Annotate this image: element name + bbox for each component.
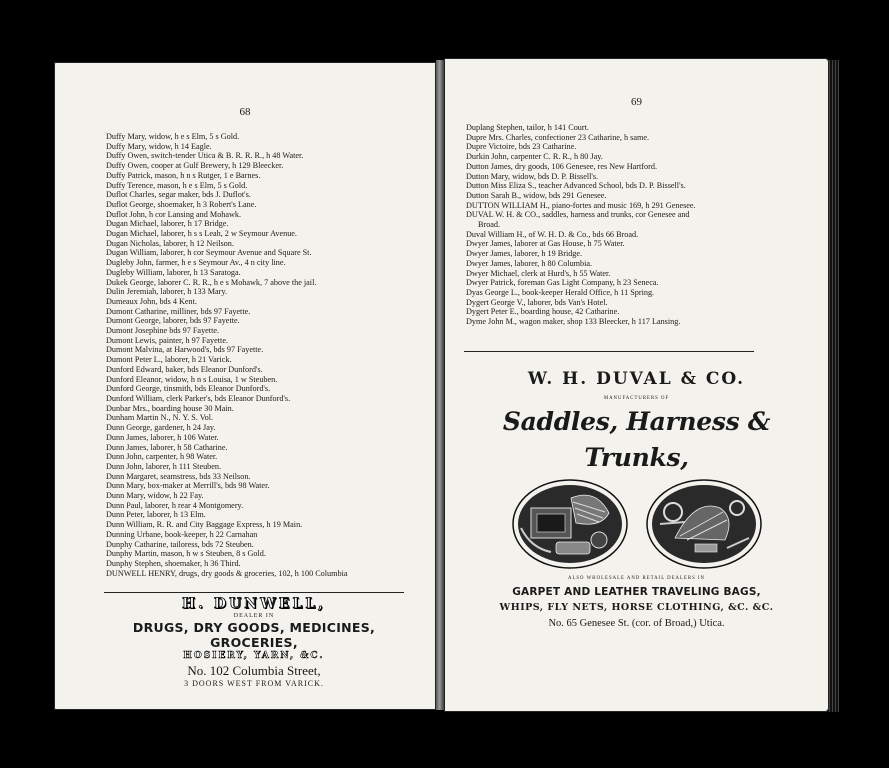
directory-entry: Duffy Owen, cooper at Gulf Brewery, h 129 Bleecker.	[106, 161, 284, 171]
ad-duval-address: No. 65 Genesee St. (cor. of Broad,) Utica.	[548, 618, 725, 629]
directory-entry: Dumont Lewis, painter, h 97 Fayette.	[106, 335, 229, 345]
ad-dunwell-doors: 3 DOORS WEST FROM VARICK.	[184, 679, 324, 688]
ad-duval-manufacturers: MANUFACTURERS OF	[603, 396, 670, 401]
ad-dunwell-dealer: DEALER IN	[233, 613, 275, 619]
directory-entry: Duffy Mary, widow, h 14 Eagle.	[106, 141, 212, 151]
directory-entry: Dunn George, gardener, h 24 Jay.	[106, 423, 216, 433]
ad-duval-bags: GARPET AND LEATHER TRAVELING BAGS,	[512, 586, 761, 598]
directory-entry: Dumont Josephine bds 97 Fayette.	[106, 326, 220, 336]
directory-entry: Duplang Stephen, tailor, h 141 Court.	[466, 123, 589, 132]
directory-entry: Dunford George, tinsmith, bds Eleanor Dunford's.	[106, 384, 271, 394]
page-edges	[829, 60, 839, 712]
ad-duval-also: ALSO WHOLESALE AND RETAIL DEALERS IN	[567, 576, 705, 581]
directory-entry: Dunn Margaret, seamstress, bds 33 Neilson.	[106, 471, 251, 481]
directory-entry: Duffy Mary, widow, h e s Elm, 5 s Gold.	[106, 132, 240, 141]
directory-entry: Dutton Miss Eliza S., teacher Advanced School, bds D. P. Bissell's.	[466, 181, 686, 191]
right-divider	[464, 351, 754, 352]
directory-entry: Dumont Peter L., laborer, h 21 Varick.	[106, 355, 232, 365]
directory-entry: DUTTON WILLIAM H., piano-fortes and music 169, h 291 Genesee.	[466, 200, 696, 210]
ad-dunwell-street: No. 102 Columbia Street,	[187, 663, 321, 678]
page-number-right: 69	[631, 96, 642, 108]
directory-entry: Dugan William, laborer, h cor Seymour Avenue and Square St.	[106, 248, 312, 258]
directory-entry: Dunphy Martin, mason, h w s Steuben, 8 s Gold.	[106, 549, 266, 559]
directory-entry: Dumont Catharine, milliner, bds 97 Fayette.	[106, 306, 251, 316]
book-gutter	[436, 60, 444, 710]
directory-entry: Dunn Mary, box-maker at Merrill's, bds 98 Water.	[106, 481, 270, 491]
directory-entry: Dunphy Catharine, tailoress, bds 72 Steuben.	[106, 539, 254, 549]
directory-entry: Dutton Mary, widow, bds D. P. Bissell's.	[466, 171, 599, 181]
directory-entry: Dunford William, clerk Parker's, bds Eleanor Dunford's.	[106, 393, 291, 403]
right-page	[444, 58, 829, 712]
directory-entry: Dwyer James, laborer at Gas House, h 75 Water.	[466, 239, 625, 249]
directory-entry: Dunn John, laborer, h 111 Steuben.	[106, 461, 222, 471]
directory-entry: Dunphy Stephen, shoemaker, h 36 Third.	[106, 558, 241, 568]
duval-advertisement	[454, 368, 819, 632]
directory-entry: Dyas George L., book-keeper Herald Office, h 11 Spring.	[466, 287, 655, 297]
directory-entry: Dunn John, carpenter, h 98 Water.	[106, 452, 218, 462]
directory-entry: Dumont George, laborer, bds 97 Fayette.	[106, 316, 240, 326]
directory-entry: Duflot John, h cor Lansing and Mohawk.	[106, 209, 242, 219]
directory-entry: Duffy Owen, switch-tender Utica & B. R. R. R., h 48 Water.	[106, 151, 304, 161]
directory-entry: Dyme John M., wagon maker, shop 133 Bleecker, h 117 Lansing.	[466, 317, 681, 327]
directory-entry: Dupre Victoire, bds 23 Catharine.	[466, 142, 577, 152]
harness-tools-illustration	[645, 478, 763, 570]
directory-entry: Dwyer James, laborer, h 19 Bridge.	[466, 249, 583, 259]
directory-entry: Dutton Sarah B., widow, bds 291 Genesee.	[466, 190, 607, 200]
directory-entry: Dunford Eleanor, widow, h n s Louisa, 1 w Steuben.	[106, 374, 278, 384]
directory-entry: Dunn James, laborer, h 58 Catharine.	[106, 442, 228, 452]
directory-entry: Dugleby John, farmer, h e s Seymour Av., 4 n city line.	[106, 258, 286, 268]
directory-entry: Dugan Nicholas, laborer, h 12 Neilson.	[106, 238, 234, 248]
directory-entry: Dygert George V., laborer, bds Van's Hotel.	[466, 297, 608, 307]
directory-entry: Duffy Terence, mason, h e s Elm, 5 s Gold.	[106, 180, 248, 190]
directory-entry: Dunbar Mrs., boarding house 30 Main.	[106, 403, 234, 413]
directory-entry: Duflot Charles, segar maker, bds J. Duflot's.	[106, 190, 251, 200]
directory-entry: Dumont Malvina, at Harwood's, bds 97 Fayette.	[106, 345, 264, 355]
right-directory-list	[466, 123, 801, 327]
directory-entry: Dulin Jeremiah, laborer, h 133 Mary.	[106, 287, 228, 297]
directory-entry: Dunning Urbane, book-keeper, h 22 Carnahan	[106, 529, 258, 539]
directory-entry: DUVAL W. H. & CO., saddles, harness and trunks, cor Genesee and	[466, 210, 690, 220]
directory-entry: Dwyer Michael, clerk at Hurd's, h 55 Water.	[466, 268, 611, 278]
directory-entry: Dugan Michael, laborer, h s s Leah, 2 w Seymour Avenue.	[106, 229, 297, 239]
directory-entry: Dunn James, laborer, h 106 Water.	[106, 432, 219, 442]
directory-entry: Broad.	[478, 220, 501, 230]
directory-entry: DUNWELL HENRY, drugs, dry goods & groceries, 102, h 100 Columbia	[106, 568, 348, 578]
directory-entry: Dugleby William, laborer, h 13 Saratoga.	[106, 267, 241, 277]
ad-duval-name: W. H. DUVAL & CO.	[527, 369, 746, 389]
directory-entry: Dunham Martin N., N. Y. S. Vol.	[106, 413, 214, 423]
directory-entry: Dwyer Patrick, foreman Gas Light Company, h 23 Seneca.	[466, 278, 659, 288]
ad-dunwell-goods: DRUGS, DRY GOODS, MEDICINES, GROCERIES,	[132, 620, 376, 650]
ad-duval-whips: WHIPS, FLY NETS, HORSE CLOTHING, &C. &C.	[499, 602, 774, 613]
directory-entry: Duval William H., of W. H. D. & Co., bds 66 Broad.	[466, 229, 639, 239]
directory-entry: Dunn Paul, laborer, h rear 4 Montgomery.	[106, 500, 244, 510]
dunwell-advertisement	[94, 596, 414, 689]
directory-entry: Dutton James, dry goods, 106 Genesee, res New Hartford.	[466, 161, 657, 171]
directory-entry: Duflot George, shoemaker, h 3 Robert's Lane.	[106, 199, 257, 209]
ad-duval-products: Saddles, Harness & Trunks,	[502, 407, 771, 472]
ad-dunwell-name: H. DUNWELL,	[181, 596, 327, 612]
page-number-left: 68	[239, 106, 251, 118]
directory-entry: Dupre Mrs. Charles, confectioner 23 Catharine, h same.	[466, 132, 650, 142]
trunks-saddle-illustration	[511, 478, 629, 570]
directory-entry: Dunn Peter, laborer, h 13 Elm.	[106, 510, 206, 520]
directory-entry: Dunford Edward, baker, bds Eleanor Dunford's.	[106, 364, 263, 374]
directory-entry: Dygert Peter E., boarding house, 42 Catharine.	[466, 307, 620, 317]
directory-entry: Dwyer James, laborer, h 80 Columbia.	[466, 258, 593, 268]
directory-entry: Dukek George, laborer C. R. R., h e s Mohawk, 7 above the jail.	[106, 277, 317, 287]
left-directory-list	[106, 132, 416, 578]
directory-entry: Duffy Patrick, mason, h n s Rutger, 1 e Barnes.	[106, 170, 261, 180]
directory-entry: Durkin John, carpenter C. R. R., h 80 Jay.	[466, 152, 603, 162]
directory-entry: Dumeaux John, bds 4 Kent.	[106, 296, 197, 306]
directory-entry: Dugan Michael, laborer, h 17 Bridge.	[106, 219, 229, 229]
ad-dunwell-hosiery: HOSIERY, YARN, &C.	[183, 651, 325, 661]
illustration-row	[454, 478, 819, 574]
directory-entry: Dunn Mary, widow, h 22 Fay.	[106, 491, 204, 501]
directory-entry: Dunn William, R. R. and City Baggage Express, h 19 Main.	[106, 520, 303, 530]
left-divider	[104, 592, 404, 593]
left-page	[54, 62, 436, 710]
